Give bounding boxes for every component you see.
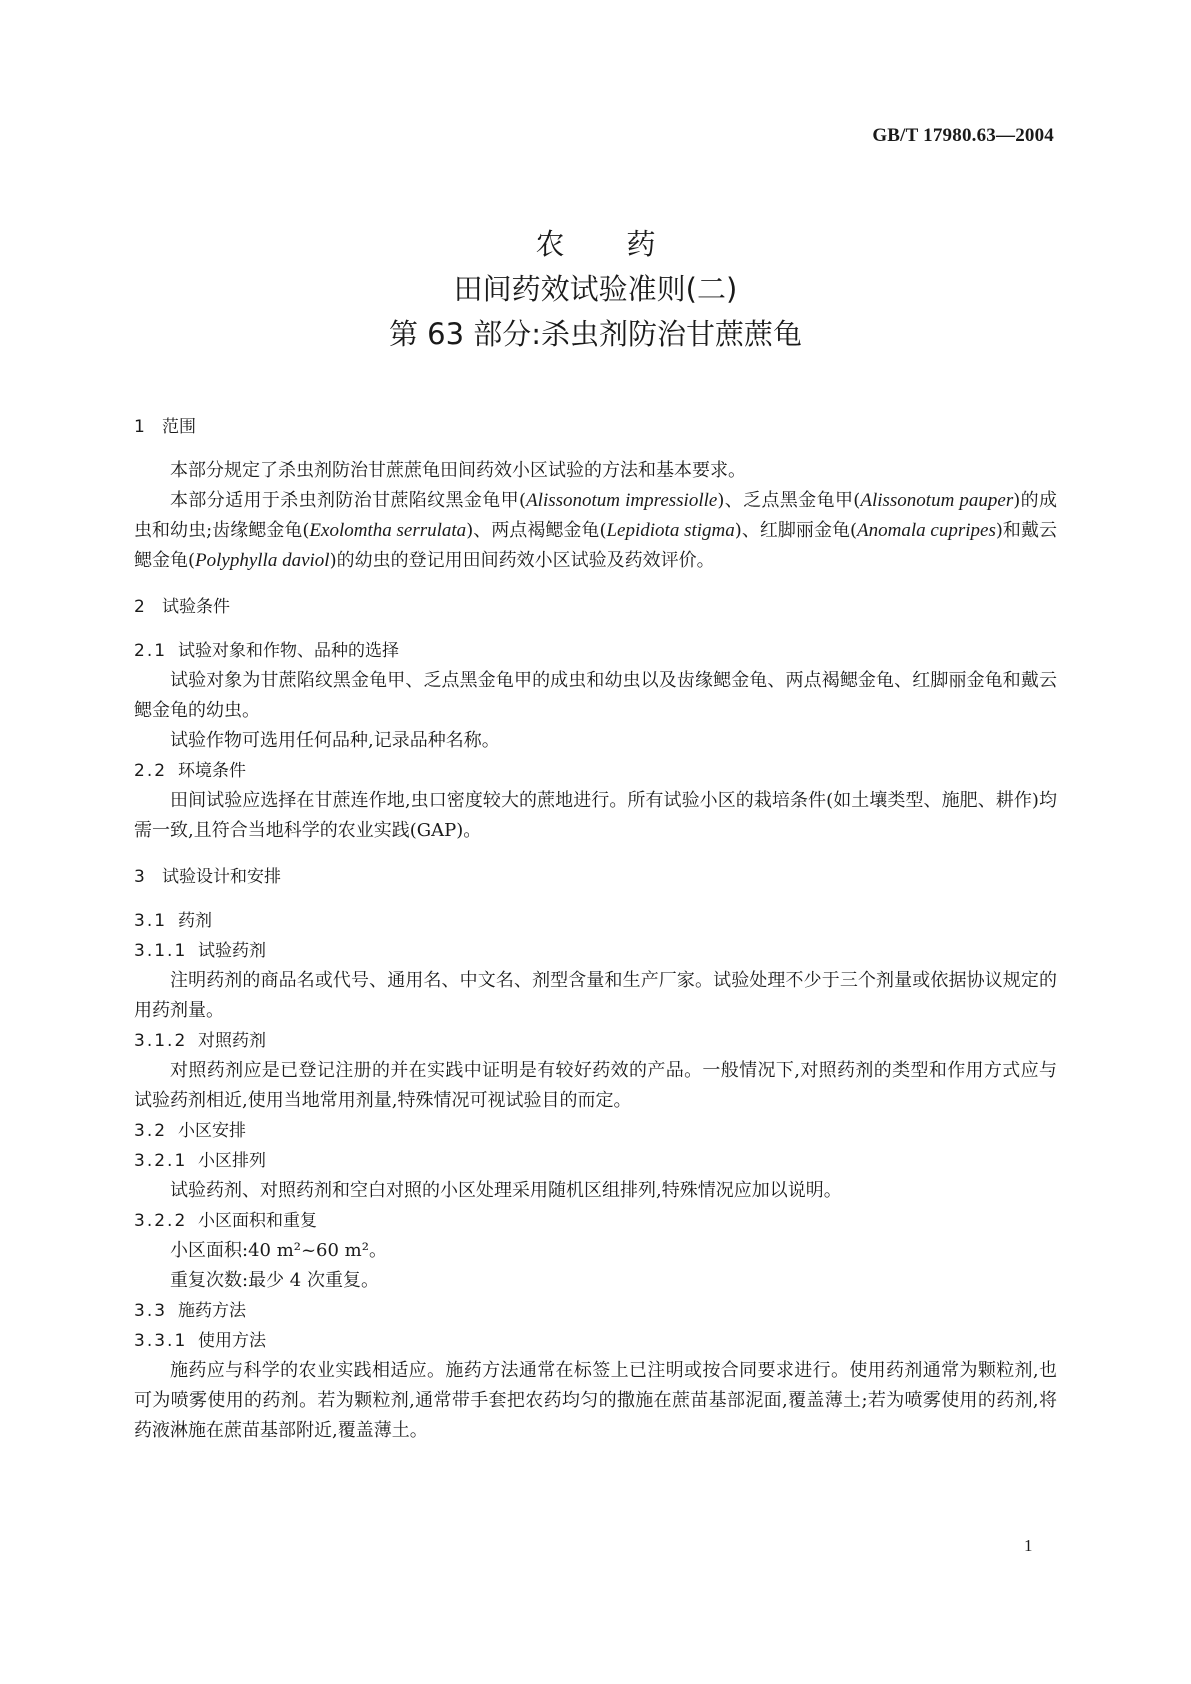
paragraph: 对照药剂应是已登记注册的并在实践中证明是有较好药效的产品。一般情况下,对照药剂的类型和作用方式应与试验药剂相近,使用当地常用剂量,特殊情况可视试验目的而定。	[134, 1060, 1057, 1111]
section-heading-3-1-1: 3.1.1 试验药剂	[134, 941, 266, 961]
section-heading-2: 2 试验条件	[134, 597, 230, 617]
paragraph-scope: 本部分适用于杀虫剂防治甘蔗陷纹黑金龟甲(Alissonotum impressiolle)、乏点黑金龟甲(Alissonotum pauper)的成虫和幼虫;齿缘鳃金龟(Exolomtha serrulata)、两点褐鳃金龟(Lepidiota stigma)、红脚丽金龟(Anomala cupripes)和戴云鳃金龟(Polyphylla daviol)的幼虫的登记用田间药效小区试验及药效评价。	[134, 490, 1058, 571]
section-heading-2-2: 2.2 环境条件	[134, 761, 246, 781]
section-heading-3-1: 3.1 药剂	[134, 911, 212, 931]
section-heading-3: 3 试验设计和安排	[134, 867, 281, 887]
section-heading-3-2-2: 3.2.2 小区面积和重复	[134, 1211, 317, 1231]
section-heading-3-2: 3.2 小区安排	[134, 1121, 246, 1141]
section-heading-3-1-2: 3.1.2 对照药剂	[134, 1031, 266, 1051]
page-number: 1	[1024, 1536, 1033, 1555]
scientific-name: Exolomtha serrulata	[309, 520, 467, 541]
paragraph: 试验作物可选用任何品种,记录品种名称。	[170, 730, 500, 751]
scientific-name: Anomala cupripes	[857, 520, 996, 541]
section-heading-3-3-1: 3.3.1 使用方法	[134, 1331, 266, 1351]
document-title	[0, 222, 1191, 357]
section-heading-3-2-1: 3.2.1 小区排列	[134, 1151, 266, 1171]
paragraph: 试验药剂、对照药剂和空白对照的小区处理采用随机区组排列,特殊情况应加以说明。	[170, 1180, 842, 1201]
section-heading-2-1: 2.1 试验对象和作物、品种的选择	[134, 641, 399, 661]
paragraph: 本部分规定了杀虫剂防治甘蔗蔗龟田间药效小区试验的方法和基本要求。	[170, 460, 746, 481]
paragraph: 施药应与科学的农业实践相适应。施药方法通常在标签上已注明或按合同要求进行。使用药剂通常为颗粒剂,也可为喷雾使用的药剂。若为颗粒剂,通常带手套把农药均匀的撒施在蔗苗基部泥面,覆盖薄土;若为喷雾使用的药剂,将药液淋施在蔗苗基部附近,覆盖薄土。	[134, 1360, 1057, 1441]
paragraph: 重复次数:最少 4 次重复。	[170, 1270, 379, 1291]
paragraph: 小区面积:40 m²~60 m²。	[170, 1240, 387, 1261]
section-heading-3-3: 3.3 施药方法	[134, 1301, 246, 1321]
scientific-name: Lepidiota stigma	[606, 520, 735, 541]
standard-code: GB/T 17980.63—2004	[872, 125, 1054, 146]
title-line-1: 农药	[535, 227, 718, 261]
scientific-name: Alissonotum pauper	[860, 490, 1014, 511]
title-line-2: 田间药效试验准则(二)	[453, 272, 738, 306]
document-body	[134, 412, 1057, 1446]
section-heading-1: 1 范围	[134, 417, 196, 437]
paragraph: 注明药剂的商品名或代号、通用名、中文名、剂型含量和生产厂家。试验处理不少于三个剂量或依据协议规定的用药剂量。	[134, 970, 1057, 1021]
paragraph: 田间试验应选择在甘蔗连作地,虫口密度较大的蔗地进行。所有试验小区的栽培条件(如土壤类型、施肥、耕作)均需一致,且符合当地科学的农业实践(GAP)。	[134, 790, 1057, 841]
scientific-name: Alissonotum impressiolle	[526, 490, 718, 511]
paragraph: 试验对象为甘蔗陷纹黑金龟甲、乏点黑金龟甲的成虫和幼虫以及齿缘鳃金龟、两点褐鳃金龟、红脚丽金龟和戴云鳃金龟的幼虫。	[134, 670, 1057, 721]
title-line-3: 第 63 部分:杀虫剂防治甘蔗蔗龟	[388, 317, 803, 351]
scientific-name: Polyphylla daviol	[195, 550, 330, 571]
